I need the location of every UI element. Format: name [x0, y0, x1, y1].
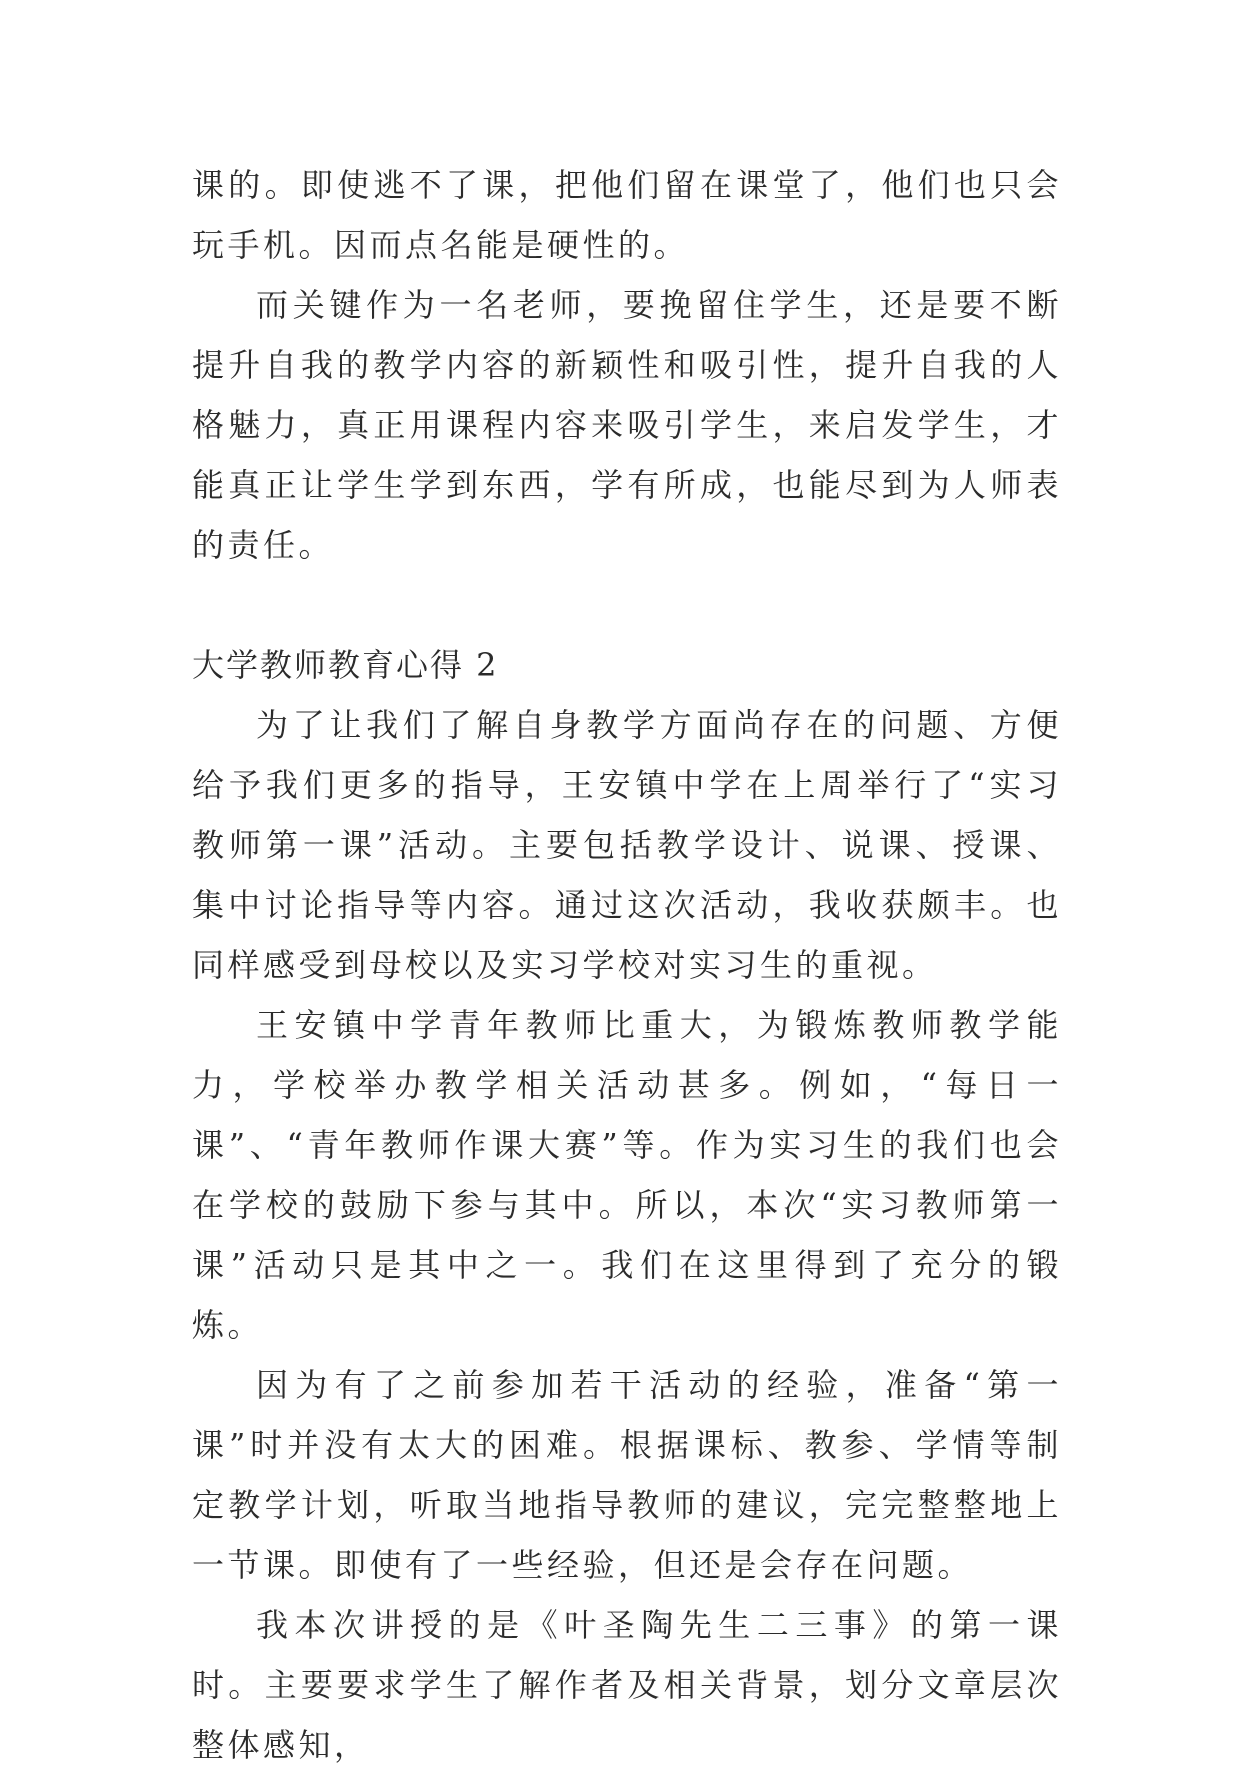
- paragraph-continued: 课的。即使逃不了课，把他们留在课堂了，他们也只会玩手机。因而点名能是硬性的。: [192, 166, 1062, 264]
- paragraph: 为了让我们了解自身教学方面尚存在的问题、方便给予我们更多的指导，王安镇中学在上周举行了“实习教师第一课”活动。主要包括教学设计、说课、授课、集中讨论指导等内容。通过这次活动，我收获颇丰。也同样感受到母校以及实习学校对实习生的重视。: [192, 706, 1062, 984]
- paragraph: 而关键作为一名老师，要挽留住学生，还是要不断提升自我的教学内容的新颖性和吸引性，提升自我的人格魅力，真正用课程内容来吸引学生，来启发学生，才能真正让学生学到东西，学有所成，也能尽到为人师表的责任。: [192, 286, 1062, 564]
- document-body: [192, 155, 1062, 1775]
- section-title: 大学教师教育心得 2: [192, 646, 499, 684]
- paragraph: 因为有了之前参加若干活动的经验，准备“第一课”时并没有太大的困难。根据课标、教参、学情等制定教学计划，听取当地指导教师的建议，完完整整地上一节课。即使有了一些经验，但还是会存在问题。: [192, 1366, 1062, 1584]
- paragraph: 我本次讲授的是《叶圣陶先生二三事》的第一课时。主要要求学生了解作者及相关背景，划分文章层次整体感知，: [192, 1606, 1062, 1764]
- paragraph: 王安镇中学青年教师比重大，为锻炼教师教学能力，学校举办教学相关活动甚多。例如，“每日一课”、“青年教师作课大赛”等。作为实习生的我们也会在学校的鼓励下参与其中。所以，本次“实习教师第一课”活动只是其中之一。我们在这里得到了充分的锻炼。: [192, 1006, 1062, 1344]
